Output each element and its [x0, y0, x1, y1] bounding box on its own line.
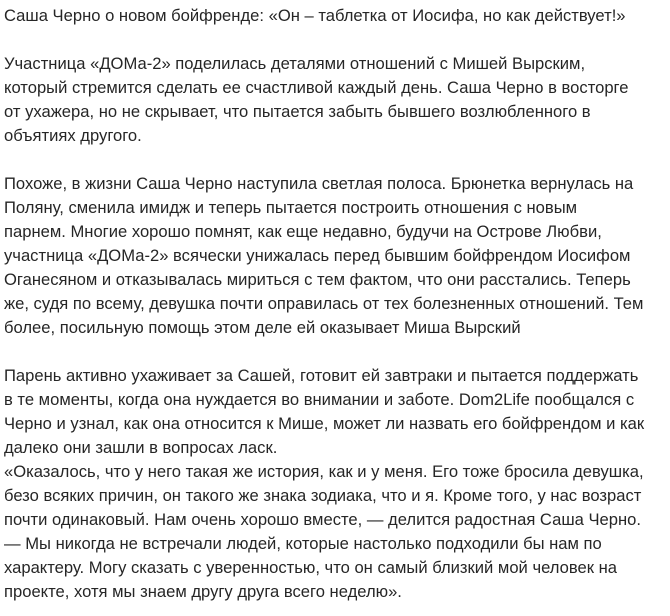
article: [4, 4, 666, 604]
article-headline: Саша Черно о новом бойфренде: «Он – таблетка от Иосифа, но как действует!»: [4, 6, 626, 25]
paragraph-gap: [4, 148, 666, 172]
text-line: Парень активно ухаживает за Сашей, готовит ей завтраки и пытается поддержать: [4, 366, 639, 385]
text-line: далеко они зашли в вопросах ласк.: [4, 438, 278, 457]
text-line: Участница «ДОМа-2» поделилась деталями отношений с Мишей Вырским,: [4, 54, 586, 73]
paragraph-gap: [4, 340, 666, 364]
text-line: — Мы никогда не встречали людей, которые настолько подходили бы нам по: [4, 534, 602, 553]
text-line: же, судя по всему, девушка почти оправилась от тех болезненных отношений. Тем: [4, 294, 644, 313]
paragraph-quote: [4, 460, 666, 604]
text-line: более, посильную помощь этом деле ей оказывает Миша Вырский: [4, 318, 521, 337]
paragraph-gap: [4, 28, 666, 52]
text-line: «Оказалось, что у него такая же история, как и у меня. Его тоже бросила девушка,: [4, 462, 644, 481]
paragraph-intro: [4, 52, 666, 148]
text-line: участница «ДОМа-2» всячески унижалась перед бывшим бойфрендом Иосифом: [4, 246, 631, 265]
text-line: безо всяких причин, он такого же знака зодиака, что и я. Кроме того, у нас возраст: [4, 486, 642, 505]
text-line: от ухажера, но не скрывает, что пытается забыть бывшего возлюбленного в: [4, 102, 591, 121]
text-line: Поляну, сменила имидж и теперь пытается построить отношения с новым: [4, 198, 578, 217]
text-line: почти одинаковый. Нам очень хорошо вместе, — делится радостная Саша Черно.: [4, 510, 641, 529]
text-line: парнем. Многие хорошо помнят, как еще недавно, будучи на Острове Любви,: [4, 222, 602, 241]
paragraph-body-1: [4, 172, 666, 340]
text-line: характеру. Могу сказать с уверенностью, что он самый близкий мой человек на: [4, 558, 617, 577]
text-line: который стремится сделать ее счастливой каждый день. Саша Черно в восторге: [4, 78, 629, 97]
text-line: объятиях другого.: [4, 126, 142, 145]
text-line: Оганесяном и отказывалась мириться с тем фактом, что они расстались. Теперь: [4, 270, 631, 289]
text-line: Черно и узнал, как она относится к Мише, может ли назвать его бойфрендом и как: [4, 414, 645, 433]
text-line: в те моменты, когда она нуждается во внимании и заботе. Dom2Life пообщался с: [4, 390, 635, 409]
text-line: проекте, хотя мы знаем другу друга всего неделю».: [4, 582, 402, 601]
paragraph-body-2: [4, 364, 666, 460]
text-line: Похоже, в жизни Саша Черно наступила светлая полоса. Брюнетка вернулась на: [4, 174, 634, 193]
